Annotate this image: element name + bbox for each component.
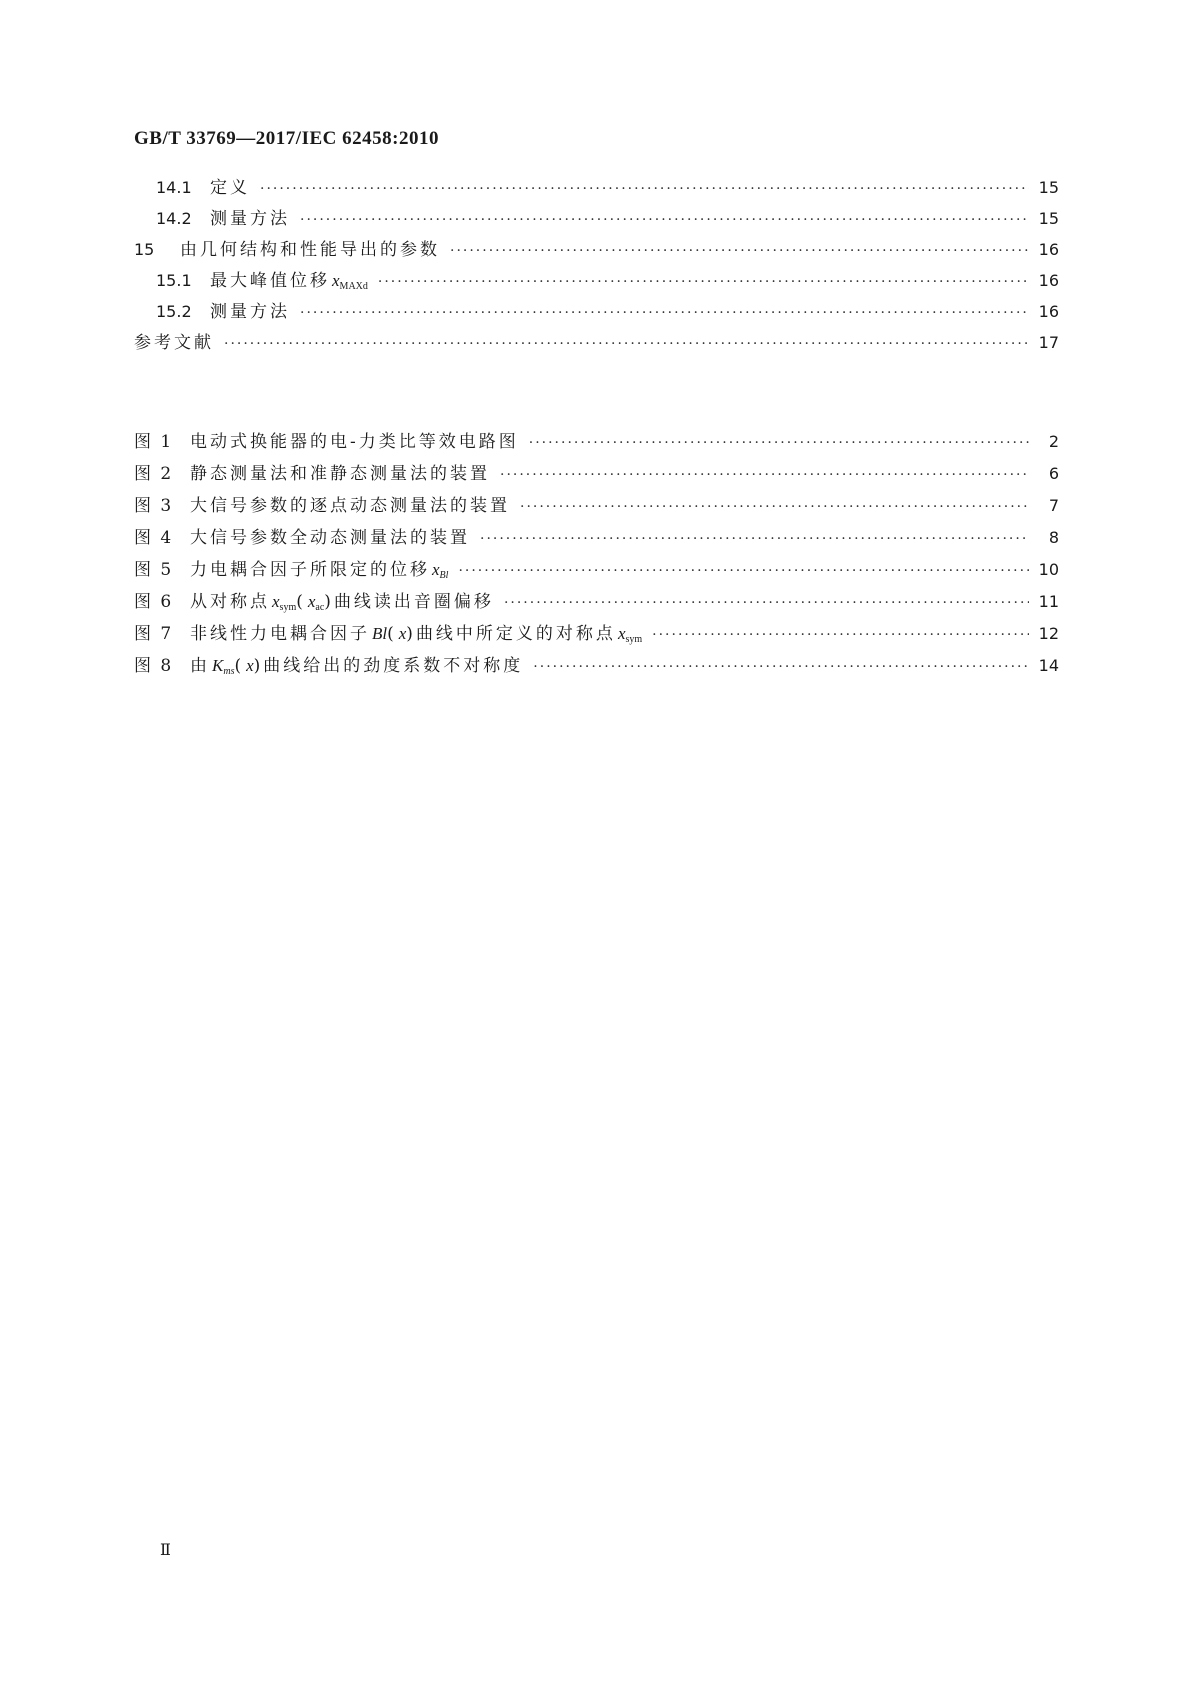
figure-title: 大信号参数全动态测量法的装置	[190, 528, 470, 548]
math-symbol: $x_{sym}$	[617, 624, 643, 645]
toc-entry-page: 16	[1038, 271, 1059, 290]
figure-page: 7	[1048, 496, 1059, 515]
toc-entry-15[interactable]	[134, 238, 1059, 262]
math-symbol: $x_{Bl}$	[432, 560, 449, 581]
leader-dots	[300, 301, 1029, 325]
leader-dots	[500, 463, 1029, 487]
math-subscript: sym	[279, 602, 297, 613]
figure-title: 静态测量法和准静态测量法的装置	[190, 464, 490, 484]
math-symbol: Bl	[372, 624, 388, 643]
math-symbol: $x_{MAXd}$	[332, 271, 368, 292]
figure-title-rest: 曲线读出音圈偏移	[333, 592, 494, 612]
math-symbol: $x_{sym}$	[272, 592, 297, 613]
standard-number: GB/T 33769—2017/IEC 62458:2010	[134, 128, 439, 149]
leader-dots	[652, 623, 1029, 647]
figure-entry-3[interactable]	[134, 494, 1059, 518]
figure-title: 电动式换能器的电-力类比等效电路图	[190, 432, 519, 452]
page-number: Ⅱ	[160, 1542, 171, 1559]
leader-dots	[378, 270, 1029, 294]
toc-entry-number: 14.1	[156, 178, 192, 197]
figure-page: 11	[1038, 592, 1059, 611]
paren-close: )	[253, 656, 264, 676]
paren-open: (	[387, 624, 397, 644]
leader-dots	[504, 591, 1029, 615]
toc-entry-title: 测量方法	[210, 209, 290, 229]
toc-entry-number: 15.1	[156, 271, 192, 290]
figure-number: 图 7	[134, 624, 174, 644]
figure-entry-7[interactable]	[134, 622, 1059, 646]
table-of-contents	[134, 176, 1059, 362]
math-symbol: $K_{ms}$	[212, 656, 235, 677]
figure-page: 14	[1038, 656, 1059, 675]
math-subscript: ms	[223, 666, 235, 677]
figure-number: 图 5	[134, 560, 174, 580]
leader-dots	[520, 495, 1029, 519]
toc-entry-14-2[interactable]	[134, 207, 1059, 231]
toc-entry-title: 参考文献	[134, 333, 214, 353]
math-symbol: $x_{ac}$	[307, 592, 325, 613]
leader-dots	[529, 431, 1029, 455]
leader-dots	[300, 208, 1029, 232]
paren-open: (	[296, 592, 306, 612]
toc-entry-15-1[interactable]	[134, 269, 1059, 293]
paren-open: (	[234, 656, 245, 676]
toc-entry-title: 最大峰值位移	[210, 271, 330, 291]
toc-entry-page: 15	[1038, 178, 1059, 197]
figure-entry-6[interactable]	[134, 590, 1059, 614]
figure-entry-4[interactable]	[134, 526, 1059, 550]
toc-entry-page: 17	[1038, 333, 1059, 352]
figure-title-rest: 曲线中所定义的对称点	[415, 624, 616, 644]
document-header	[134, 128, 439, 150]
figure-page: 6	[1048, 464, 1059, 483]
figure-number: 图 6	[134, 592, 174, 612]
figure-number: 图 4	[134, 528, 174, 548]
leader-dots	[480, 527, 1029, 551]
figure-title: 从对称点	[190, 592, 270, 612]
toc-entry-page: 16	[1038, 240, 1059, 259]
leader-dots	[533, 655, 1029, 679]
figure-page: 2	[1048, 432, 1059, 451]
toc-entry-14-1[interactable]	[134, 176, 1059, 200]
figure-title: 力电耦合因子所限定的位移	[190, 560, 430, 580]
toc-entry-page: 15	[1038, 209, 1059, 228]
figure-number: 图 1	[134, 432, 174, 452]
toc-entry-number: 14.2	[156, 209, 192, 228]
list-of-figures	[134, 430, 1059, 686]
math-symbol: x	[246, 656, 254, 675]
figure-title: 非线性力电耦合因子	[190, 624, 370, 644]
toc-entry-title: 由几何结构和性能导出的参数	[180, 240, 440, 260]
leader-dots	[458, 559, 1029, 583]
leader-dots	[450, 239, 1029, 263]
toc-entry-page: 16	[1038, 302, 1059, 321]
figure-number: 图 3	[134, 496, 174, 516]
figure-page: 8	[1048, 528, 1059, 547]
math-subscript: MAXd	[339, 281, 368, 292]
figure-entry-2[interactable]	[134, 462, 1059, 486]
figure-page: 10	[1038, 560, 1059, 579]
paren-close: )	[324, 592, 334, 612]
toc-entry-15-2[interactable]	[134, 300, 1059, 324]
math-subscript: ac	[315, 602, 325, 613]
figure-number: 图 2	[134, 464, 174, 484]
toc-entry-title: 定义	[210, 178, 250, 198]
figure-entry-5[interactable]	[134, 558, 1059, 582]
toc-entry-references[interactable]	[134, 331, 1059, 355]
figure-entry-1[interactable]	[134, 430, 1059, 454]
toc-entry-number: 15.2	[156, 302, 192, 321]
figure-title: 由	[190, 656, 210, 676]
toc-entry-title: 测量方法	[210, 302, 290, 322]
leader-dots	[260, 177, 1029, 201]
figure-title: 大信号参数的逐点动态测量法的装置	[190, 496, 510, 516]
math-subscript: Bl	[439, 570, 449, 581]
figure-number: 图 8	[134, 656, 174, 676]
math-symbol: x	[398, 624, 407, 643]
leader-dots	[224, 332, 1029, 356]
math-subscript: sym	[625, 634, 643, 645]
toc-entry-number: 15	[134, 240, 155, 259]
figure-entry-8[interactable]	[134, 654, 1059, 678]
paren-close: )	[406, 624, 416, 644]
figure-title-rest: 曲线给出的劲度系数不对称度	[263, 656, 524, 676]
figure-page: 12	[1038, 624, 1059, 643]
